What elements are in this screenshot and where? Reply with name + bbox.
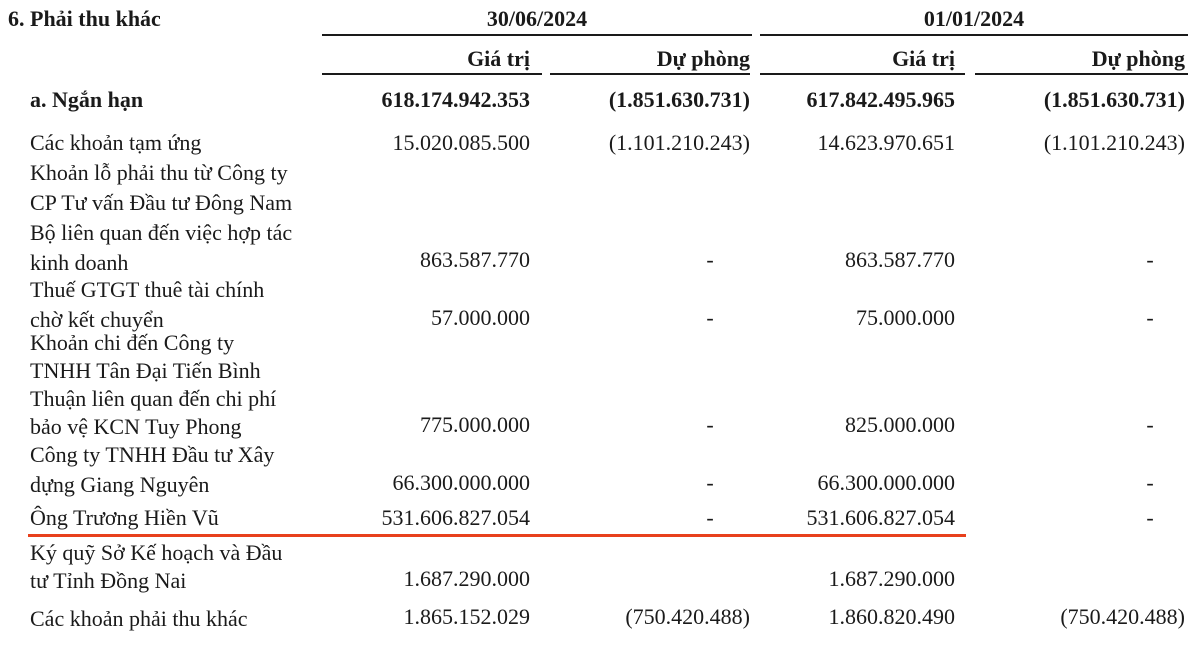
col-header-value-2: Giá trị	[892, 46, 955, 71]
period-header-1: 30/06/2024	[486, 6, 588, 31]
row-value-2: 14.623.970.651	[817, 130, 955, 155]
row-label-line: Thuế GTGT thuê tài chính	[30, 277, 265, 302]
row-label-line: Công ty TNHH Đầu tư Xây	[30, 442, 275, 467]
row-label-line: chờ kết chuyển	[30, 307, 164, 332]
row-provision-1: (750.420.488)	[625, 604, 750, 629]
row-label-line: bảo vệ KCN Tuy Phong	[30, 414, 242, 439]
row-value-1: 775.000.000	[420, 412, 530, 437]
row-value-1: 863.587.770	[420, 247, 530, 272]
row-provision-2: (1.101.210.243)	[1043, 130, 1185, 155]
summary-provision-2: (1.851.630.731)	[1043, 87, 1185, 112]
row-label-line: tư Tỉnh Đồng Nai	[30, 568, 187, 593]
summary-value-2: 617.842.495.965	[806, 87, 955, 112]
period-rule-2	[760, 34, 1188, 36]
row-value-1: 57.000.000	[431, 305, 530, 330]
col-rule-2	[550, 73, 750, 75]
period-rule-1	[322, 34, 752, 36]
row-provision-1: -	[706, 470, 714, 495]
row-label-line: Thuận liên quan đến chi phí	[30, 386, 277, 411]
row-provision-2: -	[1146, 470, 1154, 495]
row-value-1: 15.020.085.500	[392, 130, 530, 155]
note-title: 6. Phải thu khác	[8, 6, 161, 31]
row-value-1: 1.687.290.000	[403, 566, 530, 591]
row-value-2: 75.000.000	[856, 305, 955, 330]
row-value-2: 1.860.820.490	[828, 604, 955, 629]
summary-provision-1: (1.851.630.731)	[608, 87, 750, 112]
row-value-2: 1.687.290.000	[828, 566, 955, 591]
col-header-provision-1: Dự phòng	[656, 46, 750, 71]
row-label-line: Ký quỹ Sở Kế hoạch và Đầu	[30, 540, 283, 565]
row-value-1: 66.300.000.000	[392, 470, 530, 495]
row-provision-2: (750.420.488)	[1060, 604, 1185, 629]
row-provision-1: (1.101.210.243)	[608, 130, 750, 155]
period-header-2: 01/01/2024	[923, 6, 1025, 31]
row-provision-1: -	[706, 505, 714, 530]
row-provision-2: -	[1146, 412, 1154, 437]
row-provision-2: -	[1146, 247, 1154, 272]
row-value-2: 863.587.770	[845, 247, 955, 272]
row-label: Ông Trương Hiền Vũ	[30, 505, 219, 530]
row-provision-2: -	[1146, 305, 1154, 330]
row-label-line: TNHH Tân Đại Tiến Bình	[30, 358, 261, 383]
summary-label: a. Ngắn hạn	[30, 87, 144, 112]
highlight-underline	[28, 534, 966, 537]
col-rule-4	[975, 73, 1188, 75]
row-label-line: Khoản lỗ phải thu từ Công ty	[30, 160, 288, 185]
col-header-value-1: Giá trị	[467, 46, 530, 71]
row-provision-2: -	[1146, 505, 1154, 530]
row-value-1: 531.606.827.054	[381, 505, 530, 530]
row-label-line: kinh doanh	[30, 250, 129, 275]
row-value-2: 825.000.000	[845, 412, 955, 437]
row-provision-1: -	[706, 305, 714, 330]
col-rule-1	[322, 73, 542, 75]
row-label: Các khoản phải thu khác	[30, 606, 248, 631]
row-label-line: CP Tư vấn Đầu tư Đông Nam	[30, 190, 293, 215]
row-label-line: dựng Giang Nguyên	[30, 472, 210, 497]
row-label-line: Bộ liên quan đến việc hợp tác	[30, 220, 293, 245]
row-label: Các khoản tạm ứng	[30, 130, 202, 155]
row-provision-1: -	[706, 412, 714, 437]
summary-value-1: 618.174.942.353	[381, 87, 530, 112]
row-value-2: 66.300.000.000	[817, 470, 955, 495]
row-provision-1: -	[706, 247, 714, 272]
row-value-1: 1.865.152.029	[403, 604, 530, 629]
col-header-provision-2: Dự phòng	[1091, 46, 1185, 71]
row-label-line: Khoản chi đến Công ty	[30, 330, 235, 355]
row-value-2: 531.606.827.054	[806, 505, 955, 530]
col-rule-3	[760, 73, 965, 75]
